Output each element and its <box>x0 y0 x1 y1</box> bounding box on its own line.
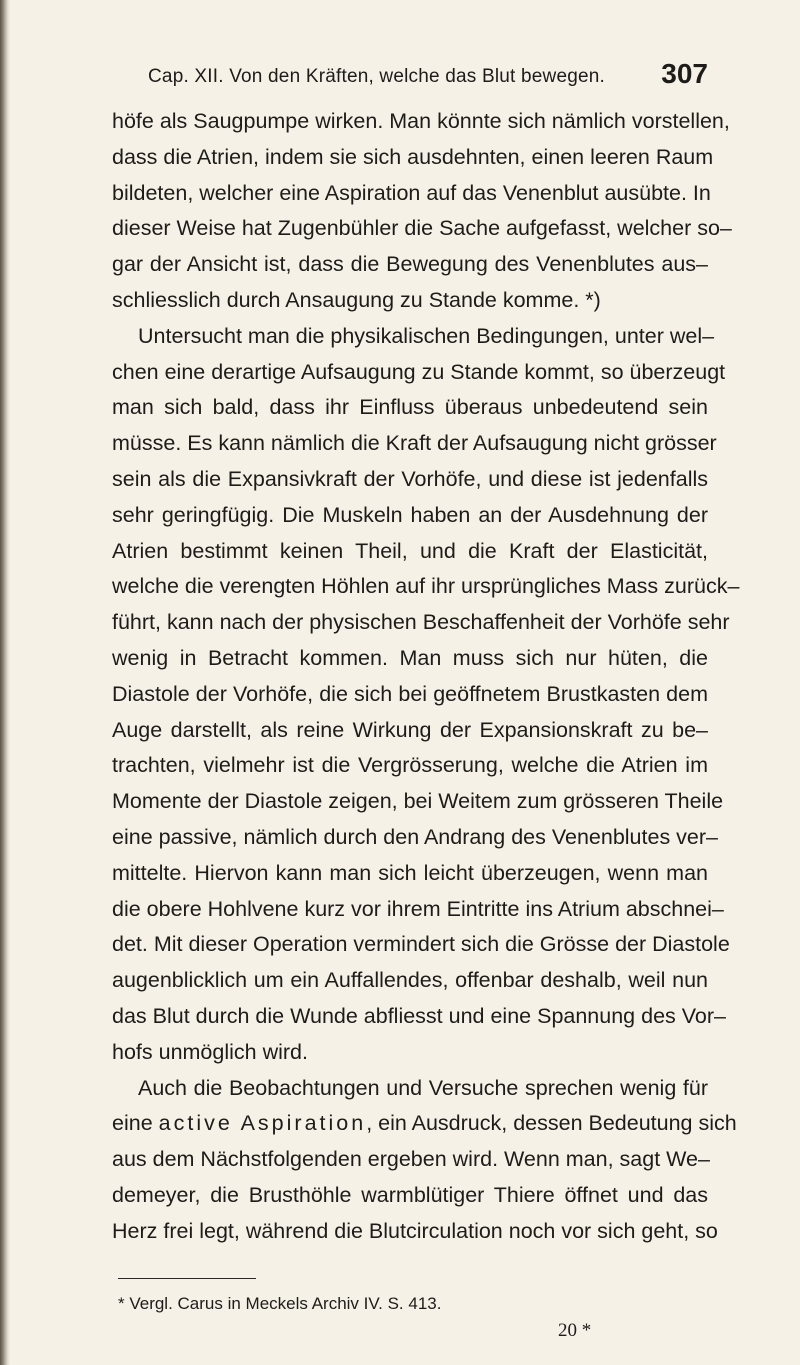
text-line: Auch die Beobachtungen und Versuche sprechen wenig für <box>138 1075 708 1100</box>
running-head: Cap. XII. Von den Kräften, welche das Blut bewegen. <box>148 66 605 87</box>
text-line: man sich bald, dass ihr Einfluss überaus unbedeutend sein <box>112 395 708 420</box>
text-segment: eine <box>112 1111 153 1136</box>
text-line: führt, kann nach der physischen Beschaffenheit der Vorhöfe sehr <box>112 610 730 635</box>
text-line: Auge darstellt, als reine Wirkung der Expansionskraft zu be– <box>112 717 708 742</box>
text-line: Momente der Diastole zeigen, bei Weitem zum grösseren Theile <box>112 789 724 814</box>
text-line: müsse. Es kann nämlich die Kraft der Aufsaugung nicht grösser <box>112 431 717 456</box>
footnote-divider <box>118 1278 256 1279</box>
text-line: Untersucht man die physikalischen Bedingungen, unter wel– <box>138 323 715 348</box>
footnote: * Vergl. Carus in Meckels Archiv IV. S. 413. <box>118 1294 442 1313</box>
text-line: sehr geringfügig. Die Muskeln haben an der Ausdehnung der <box>112 502 708 527</box>
text-line: Diastole der Vorhöfe, die sich bei geöffnetem Brustkasten dem <box>112 681 708 706</box>
text-line: bildeten, welcher eine Aspiration auf das Venenblut ausübte. In <box>112 180 711 205</box>
text-line: chen eine derartige Aufsaugung zu Stande kommt, so überzeugt <box>112 359 726 384</box>
text-line: Herz frei legt, während die Blutcirculation noch vor sich geht, so <box>112 1218 718 1243</box>
text-line: höfe als Saugpumpe wirken. Man könnte sich nämlich vorstellen, <box>112 109 730 133</box>
text-line: schliesslich durch Ansaugung zu Stande komme. *) <box>112 287 601 312</box>
text-line: gar der Ansicht ist, dass die Bewegung des Venenblutes aus– <box>112 252 708 277</box>
text-line: wenig in Betracht kommen. Man muss sich nur hüten, die <box>112 645 708 670</box>
text-segment: , ein Ausdruck, dessen Bedeutung sich <box>366 1111 737 1136</box>
printer-signature: 20 * <box>558 1320 592 1341</box>
text-line: eine passive, nämlich durch den Andrang des Venenblutes ver– <box>112 824 718 849</box>
body-text <box>112 104 740 1250</box>
page-header <box>148 58 708 92</box>
page-binding-edge <box>0 0 10 1365</box>
text-line: dieser Weise hat Zugenbühler die Sache aufgefasst, welcher so– <box>112 216 732 241</box>
text-line: demeyer, die Brusthöhle warmblütiger Thiere öffnet und das <box>112 1182 708 1207</box>
text-line: sein als die Expansivkraft der Vorhöfe, und diese ist jedenfalls <box>112 466 708 491</box>
text-line-composite <box>112 1106 737 1142</box>
text-line: welche die verengten Höhlen auf ihr ursprüngliches Mass zurück– <box>112 574 740 599</box>
text-line: augenblicklich um ein Auffallendes, offenbar deshalb, weil nun <box>112 968 708 993</box>
text-line: die obere Hohlvene kurz vor ihrem Eintritte ins Atrium abschnei– <box>112 896 724 921</box>
text-line: hofs unmöglich wird. <box>112 1039 308 1064</box>
emphasized-term: active Aspiration <box>158 1111 367 1136</box>
text-line: aus dem Nächstfolgenden ergeben wird. Wenn man, sagt We– <box>112 1147 710 1172</box>
text-line: dass die Atrien, indem sie sich ausdehnten, einen leeren Raum <box>112 144 714 169</box>
text-line: Atrien bestimmt keinen Theil, und die Kraft der Elasticität, <box>112 538 708 563</box>
page-number: 307 <box>661 58 708 89</box>
text-line: mittelte. Hiervon kann man sich leicht überzeugen, wenn man <box>112 860 708 885</box>
text-line: das Blut durch die Wunde abfliesst und eine Spannung des Vor– <box>112 1003 726 1028</box>
text-line: det. Mit dieser Operation vermindert sich die Grösse der Diastole <box>112 932 730 957</box>
text-line: trachten, vielmehr ist die Vergrösserung, welche die Atrien im <box>112 753 708 778</box>
